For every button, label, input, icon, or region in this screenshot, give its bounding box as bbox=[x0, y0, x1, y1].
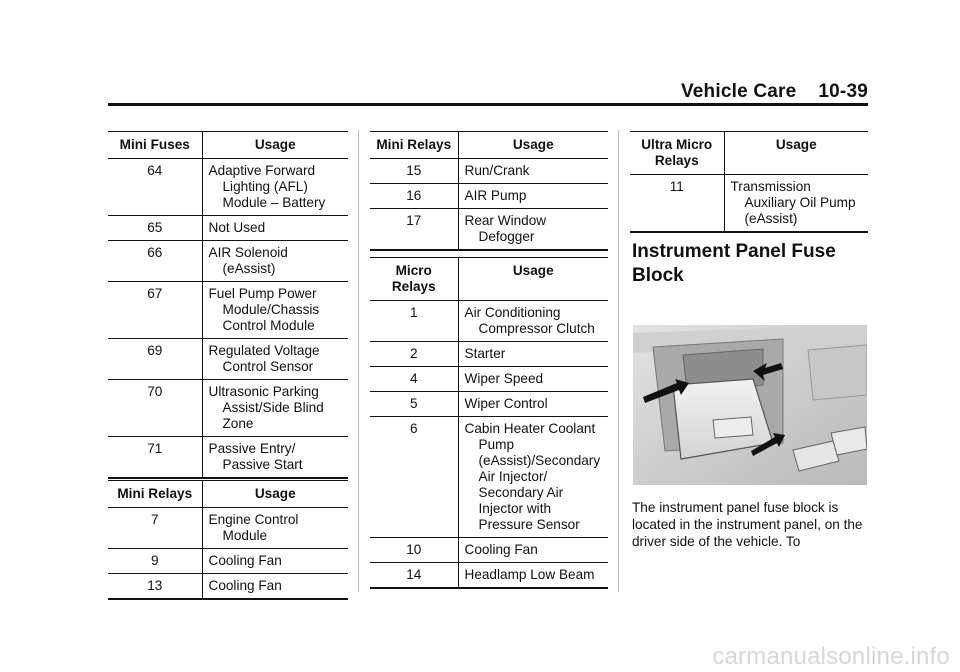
usage-text: Ultrasonic Parking Assist/Side Blind Zone bbox=[208, 384, 324, 431]
row-usage-cell bbox=[202, 508, 348, 549]
row-usage-cell bbox=[458, 301, 608, 342]
row-usage-cell bbox=[202, 282, 348, 339]
row-number-cell: 65 bbox=[108, 216, 202, 241]
column-divider-1 bbox=[358, 130, 359, 592]
row-usage-cell bbox=[202, 159, 348, 216]
usage-text: Starter bbox=[464, 346, 506, 361]
col-header-number: Micro Relays bbox=[370, 258, 458, 301]
row-number-cell: 70 bbox=[108, 380, 202, 437]
fuse-block-illustration bbox=[633, 325, 867, 490]
table-row bbox=[370, 209, 608, 251]
usage-text: Adaptive Forward Lighting (AFL) Module – Battery bbox=[208, 163, 326, 210]
table-row bbox=[108, 339, 348, 380]
row-number-cell: 66 bbox=[108, 241, 202, 282]
section-title: Vehicle Care bbox=[680, 81, 797, 102]
row-usage-cell bbox=[202, 574, 348, 600]
row-number-cell: 2 bbox=[370, 342, 458, 367]
usage-text: AIR Solenoid (eAssist) bbox=[208, 245, 288, 276]
row-usage-cell bbox=[202, 549, 348, 574]
row-number-cell: 7 bbox=[108, 508, 202, 549]
col-header-usage: Usage bbox=[458, 258, 608, 301]
usage-text: Wiper Control bbox=[464, 396, 548, 411]
usage-text: Rear Window Defogger bbox=[464, 213, 547, 244]
col-header-number: Mini Fuses bbox=[108, 132, 202, 159]
row-number-cell: 64 bbox=[108, 159, 202, 216]
row-number-cell: 16 bbox=[370, 184, 458, 209]
row-number-cell: 69 bbox=[108, 339, 202, 380]
header-rule bbox=[108, 103, 868, 106]
usage-text: Engine Control Module bbox=[208, 512, 299, 543]
row-number-cell: 15 bbox=[370, 159, 458, 184]
table-header-row bbox=[108, 132, 348, 159]
table-row bbox=[370, 159, 608, 184]
table-row bbox=[108, 574, 348, 600]
table-row bbox=[108, 159, 348, 216]
row-number-cell: 13 bbox=[108, 574, 202, 600]
table-row bbox=[370, 538, 608, 563]
table-row bbox=[108, 241, 348, 282]
usage-text: AIR Pump bbox=[464, 188, 527, 203]
table-row bbox=[108, 216, 348, 241]
row-usage-cell bbox=[724, 175, 868, 233]
watermark: carmanualsonline.info bbox=[712, 643, 950, 670]
row-number-cell: 67 bbox=[108, 282, 202, 339]
col-header-usage: Usage bbox=[458, 132, 608, 159]
ultra-micro-relays-table bbox=[630, 131, 868, 233]
column-divider-2 bbox=[618, 130, 619, 592]
table-body bbox=[370, 301, 608, 589]
row-usage-cell bbox=[458, 209, 608, 251]
usage-text: Fuel Pump Power Module/Chassis Control Module bbox=[208, 286, 320, 333]
usage-text: Passive Entry/ Passive Start bbox=[208, 441, 303, 472]
row-usage-cell bbox=[458, 538, 608, 563]
usage-text: Regulated Voltage Control Sensor bbox=[208, 343, 320, 374]
table-row bbox=[630, 175, 868, 233]
table-row bbox=[108, 380, 348, 437]
body-paragraph: The instrument panel fuse block is located in the instrument panel, on the driver side of the vehicle. To bbox=[632, 500, 863, 549]
row-usage-cell bbox=[202, 380, 348, 437]
row-usage-cell bbox=[458, 342, 608, 367]
row-usage-cell bbox=[202, 437, 348, 479]
table-row bbox=[108, 282, 348, 339]
usage-text: Cooling Fan bbox=[464, 542, 538, 557]
usage-text: Air Conditioning Compressor Clutch bbox=[464, 305, 595, 336]
table-row bbox=[108, 508, 348, 549]
table-row bbox=[370, 184, 608, 209]
table-header-row bbox=[370, 132, 608, 159]
row-number-cell: 14 bbox=[370, 563, 458, 589]
micro-relays-table bbox=[370, 257, 608, 589]
row-number-cell: 11 bbox=[630, 175, 724, 233]
table-row bbox=[370, 367, 608, 392]
table-row bbox=[370, 342, 608, 367]
table-body bbox=[108, 159, 348, 479]
usage-text: Cabin Heater Coolant Pump (eAssist)/Secondary Air Injector/ Secondary Air Injector with Pressure Sensor bbox=[464, 421, 601, 532]
section-heading: Instrument Panel Fuse Block bbox=[632, 241, 836, 286]
usage-text: Cooling Fan bbox=[208, 553, 282, 568]
usage-text: Cooling Fan bbox=[208, 578, 282, 593]
row-usage-cell bbox=[458, 159, 608, 184]
row-usage-cell bbox=[458, 417, 608, 538]
table-body bbox=[108, 508, 348, 600]
table-row bbox=[108, 437, 348, 479]
row-number-cell: 5 bbox=[370, 392, 458, 417]
row-usage-cell bbox=[458, 367, 608, 392]
table-row bbox=[108, 549, 348, 574]
col-header-usage: Usage bbox=[202, 481, 348, 508]
usage-text: Run/Crank bbox=[464, 163, 530, 178]
usage-text: Transmission Auxiliary Oil Pump (eAssist) bbox=[730, 179, 856, 226]
table-body bbox=[630, 175, 868, 233]
page-number: 10-39 bbox=[818, 81, 868, 102]
fuse-panel-drawing bbox=[633, 325, 867, 485]
row-number-cell: 6 bbox=[370, 417, 458, 538]
col-header-number: Mini Relays bbox=[108, 481, 202, 508]
row-usage-cell bbox=[202, 339, 348, 380]
table-row bbox=[370, 417, 608, 538]
usage-text: Headlamp Low Beam bbox=[464, 567, 595, 582]
row-usage-cell bbox=[458, 184, 608, 209]
table-header-row bbox=[370, 258, 608, 301]
row-usage-cell bbox=[202, 241, 348, 282]
mini-relays-table-2 bbox=[370, 131, 608, 251]
usage-text: Wiper Speed bbox=[464, 371, 544, 386]
row-usage-cell bbox=[458, 563, 608, 589]
mini-relays-table-1 bbox=[108, 480, 348, 600]
row-number-cell: 71 bbox=[108, 437, 202, 479]
row-number-cell: 4 bbox=[370, 367, 458, 392]
table-header-row bbox=[108, 481, 348, 508]
row-number-cell: 1 bbox=[370, 301, 458, 342]
table-header-row bbox=[630, 132, 868, 175]
col-header-usage: Usage bbox=[724, 132, 868, 175]
mini-fuses-table bbox=[108, 131, 348, 479]
col-header-usage: Usage bbox=[202, 132, 348, 159]
row-usage-cell bbox=[202, 216, 348, 241]
row-number-cell: 10 bbox=[370, 538, 458, 563]
table-row bbox=[370, 563, 608, 589]
running-header bbox=[681, 81, 868, 103]
col-header-number: Mini Relays bbox=[370, 132, 458, 159]
row-usage-cell bbox=[458, 392, 608, 417]
col-header-number: Ultra Micro Relays bbox=[630, 132, 724, 175]
table-row bbox=[370, 301, 608, 342]
table-body bbox=[370, 159, 608, 251]
row-number-cell: 9 bbox=[108, 549, 202, 574]
table-row bbox=[370, 392, 608, 417]
usage-text: Not Used bbox=[208, 220, 266, 235]
row-number-cell: 17 bbox=[370, 209, 458, 251]
